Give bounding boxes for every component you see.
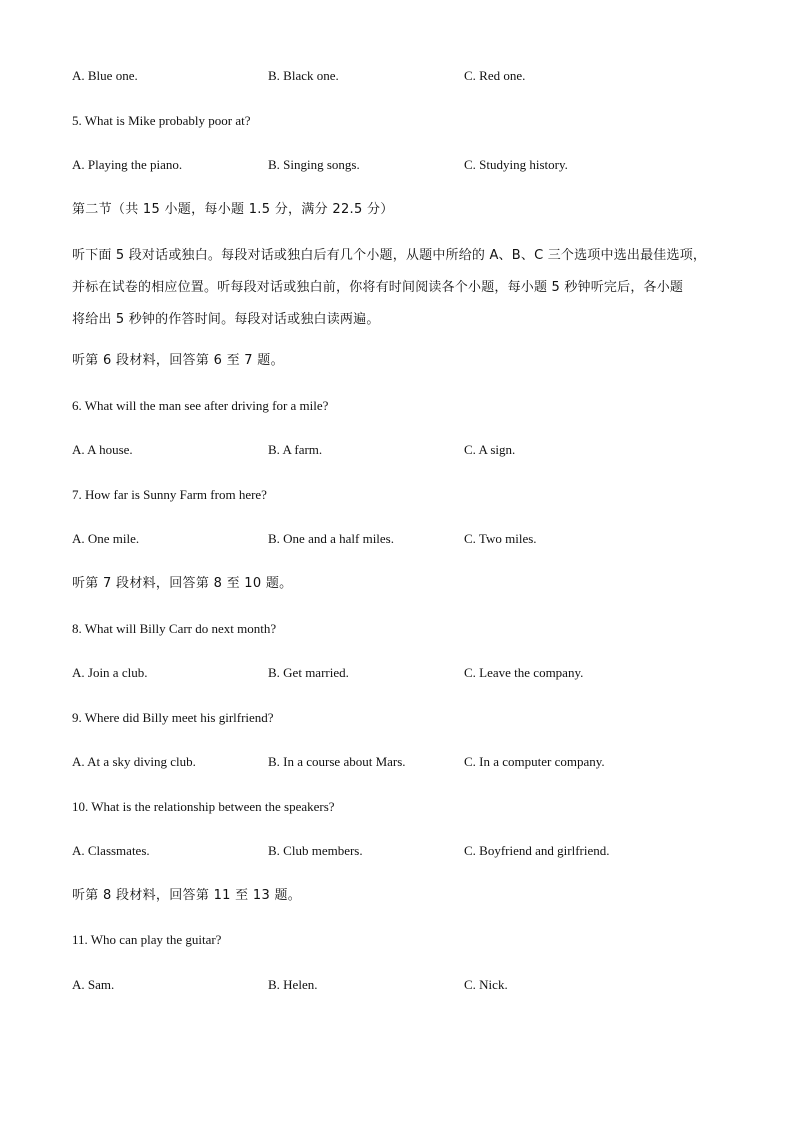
q9-option-a: A. At a sky diving club. bbox=[72, 754, 196, 769]
instruction-line: 将给出 5 秒钟的作答时间。每段对话或独白读两遍。 bbox=[72, 312, 380, 327]
q7-question: 7. How far is Sunny Farm from here? bbox=[72, 487, 267, 502]
q9-option-c: C. In a computer company. bbox=[464, 754, 605, 769]
q5-option-b: B. Singing songs. bbox=[268, 157, 360, 172]
q4-option-c: C. Red one. bbox=[464, 68, 526, 83]
q4-option-b: B. Black one. bbox=[268, 68, 339, 83]
material-8-heading: 听第 8 段材料，回答第 11 至 13 题。 bbox=[72, 888, 302, 903]
q8-option-a: A. Join a club. bbox=[72, 665, 148, 680]
section2-instructions bbox=[72, 240, 732, 336]
q6-option-b: B. A farm. bbox=[268, 442, 323, 457]
q7-option-a: A. One mile. bbox=[72, 531, 140, 546]
q4-option-a: A. Blue one. bbox=[72, 68, 138, 83]
q10-option-c: C. Boyfriend and girlfriend. bbox=[464, 843, 610, 858]
instruction-line: 听下面 5 段对话或独白。每段对话或独白后有几个小题，从题中所给的 A、B、C 三个选项中选出最佳选项， bbox=[72, 248, 707, 263]
q6-question: 6. What will the man see after driving for a mile? bbox=[72, 398, 329, 413]
material-6-heading: 听第 6 段材料，回答第 6 至 7 题。 bbox=[72, 353, 284, 368]
q5-question: 5. What is Mike probably poor at? bbox=[72, 113, 251, 128]
q10-option-a: A. Classmates. bbox=[72, 843, 150, 858]
q11-option-c: C. Nick. bbox=[464, 977, 508, 992]
q8-option-c: C. Leave the company. bbox=[464, 665, 584, 680]
instruction-line: 并标在试卷的相应位置。听每段对话或独白前，你将有时间阅读各个小题，每小题 5 秒钟听完后，各小题 bbox=[72, 280, 684, 295]
q6-option-c: C. A sign. bbox=[464, 442, 516, 457]
q9-question: 9. Where did Billy meet his girlfriend? bbox=[72, 710, 274, 725]
q11-option-a: A. Sam. bbox=[72, 977, 115, 992]
q9-option-b: B. In a course about Mars. bbox=[268, 754, 406, 769]
material-7-heading: 听第 7 段材料，回答第 8 至 10 题。 bbox=[72, 576, 293, 591]
q8-option-b: B. Get married. bbox=[268, 665, 349, 680]
q11-option-b: B. Helen. bbox=[268, 977, 318, 992]
q5-option-c: C. Studying history. bbox=[464, 157, 568, 172]
q10-option-b: B. Club members. bbox=[268, 843, 363, 858]
section2-title: 第二节（共 15 小题，每小题 1.5 分，满分 22.5 分） bbox=[72, 202, 394, 217]
q10-question: 10. What is the relationship between the speakers? bbox=[72, 799, 335, 814]
q11-question: 11. Who can play the guitar? bbox=[72, 932, 222, 947]
q5-option-a: A. Playing the piano. bbox=[72, 157, 183, 172]
q7-option-c: C. Two miles. bbox=[464, 531, 537, 546]
q8-question: 8. What will Billy Carr do next month? bbox=[72, 621, 277, 636]
q6-option-a: A. A house. bbox=[72, 442, 133, 457]
q7-option-b: B. One and a half miles. bbox=[268, 531, 394, 546]
